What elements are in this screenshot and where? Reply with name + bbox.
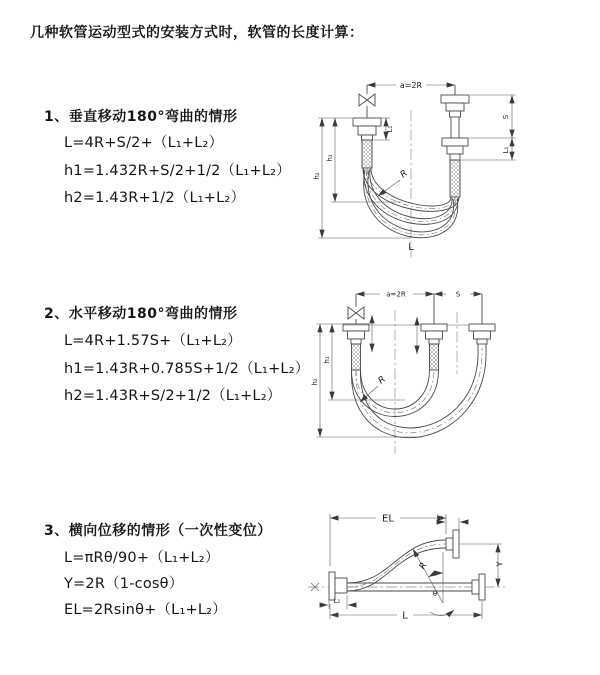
- dim-l: [330, 601, 482, 622]
- radius-angle-annotation: [413, 549, 454, 616]
- formula-line: h1=1.432R+S/2+1/2（L₁+L₂）: [64, 162, 291, 179]
- section-2-heading: 2、水平移动180°弯曲的情形: [44, 306, 238, 322]
- dim-label-y: Y: [495, 561, 505, 567]
- formula-line: h2=1.43R+1/2（L₁+L₂）: [64, 190, 246, 206]
- section-2-formulas: [64, 328, 309, 411]
- right-pipe: [441, 85, 469, 197]
- dim-label-s: S: [455, 290, 461, 299]
- braided-hose-section: [430, 344, 439, 370]
- dim-label-l1: L₁: [386, 125, 394, 133]
- diagram-lateral-displacement: [300, 500, 600, 655]
- formula-line: EL=2Rsinθ+（L₁+L₂）: [64, 602, 227, 618]
- dim-label-s: S: [502, 114, 510, 120]
- dim-label-h1: h₁: [323, 356, 331, 364]
- dim-label-l: L: [402, 610, 408, 622]
- formula-line: h1=1.43R+0.785S+1/2（L₁+L₂）: [64, 360, 310, 377]
- diagram-horizontal-180-bend: [310, 282, 590, 467]
- left-flange: [329, 572, 347, 600]
- valve-icon: [348, 307, 364, 319]
- section-1-formulas: [64, 130, 291, 213]
- formula-line: L=πRθ/90+（L₁+L₂）: [64, 550, 220, 566]
- section-3-formulas: [64, 545, 227, 623]
- left-fitting: [343, 294, 369, 370]
- formula-line: L=4R+1.57S+（L₁+L₂）: [64, 333, 242, 349]
- dim-l1-top: [437, 514, 468, 531]
- dim-s-l1: [461, 95, 516, 160]
- diagram-vertical-180-bend: [310, 70, 590, 270]
- section-1-heading: 1、垂直移动180°弯曲的情形: [44, 109, 238, 125]
- dim-el: [330, 514, 446, 567]
- braided-hose-section: [450, 160, 460, 197]
- dim-label-r: R: [376, 374, 388, 387]
- dim-label-l1: L₁: [502, 146, 510, 154]
- formula-line: Y=2R（1-cosθ）: [64, 576, 184, 592]
- dim-label-l1: L₁: [436, 513, 444, 522]
- dim-span-s: [356, 291, 482, 299]
- dim-label-h2: h₂: [313, 172, 321, 180]
- dim-label-h2: h₂: [311, 378, 319, 386]
- formula-line: h2=1.43R+S/2+1/2（L₁+L₂）: [64, 388, 282, 404]
- dim-label-l: L: [408, 242, 414, 253]
- right-fitting: [469, 294, 495, 348]
- upper-flange: [446, 530, 459, 558]
- dim-label-span: a=2R: [399, 81, 423, 90]
- dim-label-r: R: [417, 561, 430, 572]
- right-flange: [472, 574, 485, 600]
- formula-line: L=4R+S/2+（L₁+L₂）: [64, 135, 224, 151]
- valve-icon: [359, 94, 375, 106]
- dim-l1-bottom: [320, 595, 356, 609]
- radius-annotation: [378, 169, 410, 196]
- dim-label-el: EL: [382, 513, 394, 525]
- dim-label-span: a=2R: [386, 290, 406, 299]
- braided-hose-section: [362, 140, 372, 168]
- dim-span: [367, 81, 455, 90]
- page-title: 几种软管运动型式的安装方式时，软管的长度计算：: [30, 25, 364, 41]
- dim-label-r: R: [398, 168, 410, 181]
- dim-label-h1: h₁: [326, 154, 334, 162]
- middle-fitting: [421, 294, 447, 370]
- dim-label-l1: L₁: [333, 597, 341, 605]
- section-3-heading: 3、横向位移的情形（一次性变位）: [44, 523, 272, 539]
- hose-curves-position-2: [351, 348, 486, 438]
- dim-label-theta: θ: [432, 590, 438, 598]
- braided-hose-section: [352, 344, 361, 370]
- left-pipe: [353, 85, 381, 168]
